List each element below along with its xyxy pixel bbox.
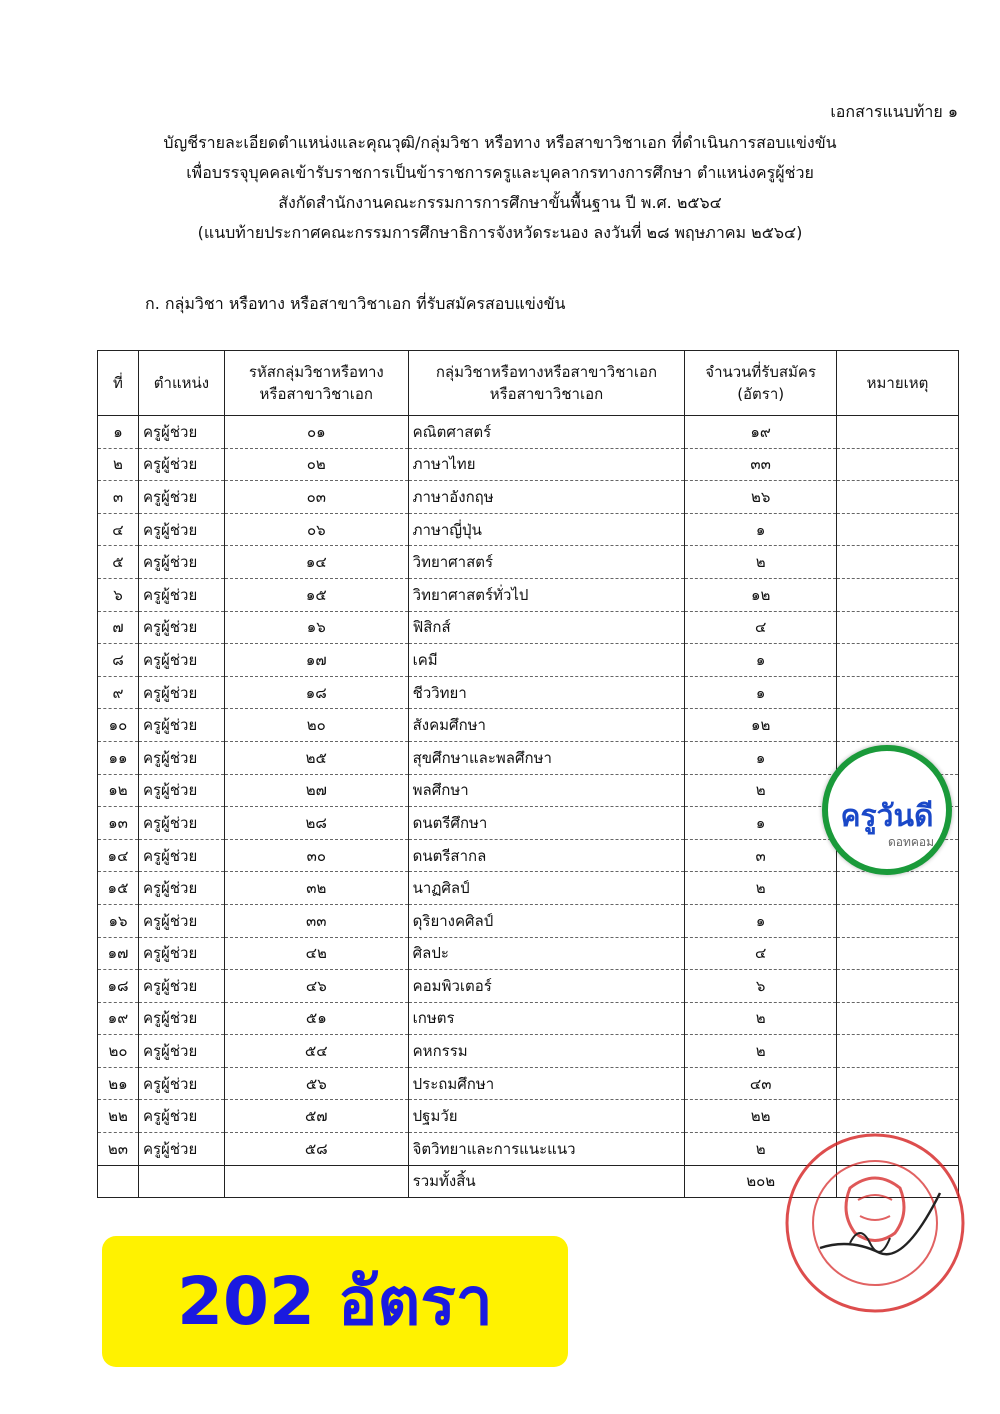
header-line-4: (แนบท้ายประกาศคณะกรรมการศึกษาธิการจังหวัดระนอง ลงวันที่ ๒๘ พฤษภาคม ๒๕๖๔): [197, 223, 803, 242]
cell-code: ๐๖: [224, 513, 408, 546]
cell-no: ๖: [98, 578, 139, 611]
cell-remark: [837, 872, 959, 905]
cell-remark: [837, 1035, 959, 1068]
cell-count: ๒: [685, 546, 837, 579]
cell-position: ครูผู้ช่วย: [138, 872, 224, 905]
cell-position: ครูผู้ช่วย: [138, 741, 224, 774]
cell-group: สุขศึกษาและพลศึกษา: [408, 741, 685, 774]
cell-position: ครูผู้ช่วย: [138, 1133, 224, 1166]
cell-position: ครูผู้ช่วย: [138, 611, 224, 644]
cell-position: ครูผู้ช่วย: [138, 481, 224, 514]
cell-position: ครูผู้ช่วย: [138, 1100, 224, 1133]
cell-position: ครูผู้ช่วย: [138, 839, 224, 872]
attachment-label: เอกสารแนบท้าย ๑: [830, 102, 958, 121]
header-code-line-2: หรือสาขาวิชาเอก: [259, 385, 373, 403]
table-row: [98, 611, 959, 644]
cell-no: ๑๑: [98, 741, 139, 774]
cell-group: สังคมศึกษา: [408, 709, 685, 742]
cell-code: ๑๘: [224, 676, 408, 709]
cell-count: ๑๒: [685, 578, 837, 611]
cell-count: ๔: [685, 937, 837, 970]
cell-code: ๒๕: [224, 741, 408, 774]
header-no: ที่: [98, 351, 139, 416]
table-row: [98, 448, 959, 481]
document-header: [0, 128, 1000, 248]
table-row: [98, 644, 959, 677]
cell-no: ๒๓: [98, 1133, 139, 1166]
official-seal-stamp: [780, 1128, 970, 1318]
cell-group: ปฐมวัย: [408, 1100, 685, 1133]
table-row: [98, 1002, 959, 1035]
cell-group: ฟิสิกส์: [408, 611, 685, 644]
cell-group: คอมพิวเตอร์: [408, 970, 685, 1003]
cell-remark: [837, 676, 959, 709]
cell-code: ๔๖: [224, 970, 408, 1003]
cell-position: ครูผู้ช่วย: [138, 676, 224, 709]
kruwandee-logo: [822, 745, 952, 875]
cell-group: ชีววิทยา: [408, 676, 685, 709]
cell-remark: [837, 709, 959, 742]
total-value: ๒๐๒: [685, 1165, 837, 1198]
cell-count: ๔: [685, 611, 837, 644]
badge-text: 202 อัตรา: [177, 1263, 493, 1340]
header-line-2: เพื่อบรรจุบุคคลเข้ารับราชการเป็นข้าราชการครูและบุคลากรทางการศึกษา ตำแหน่งครูผู้ช่วย: [186, 163, 814, 182]
header-line-3: สังกัดสำนักงานคณะกรรมการการศึกษาขั้นพื้นฐาน ปี พ.ศ. ๒๕๖๔: [278, 193, 722, 212]
cell-position: ครูผู้ช่วย: [138, 807, 224, 840]
cell-count: ๖: [685, 970, 837, 1003]
cell-code: ๐๓: [224, 481, 408, 514]
header-count-line-2: (อัตรา): [737, 385, 785, 403]
cell-group: วิทยาศาสตร์: [408, 546, 685, 579]
cell-group: ดนตรีสากล: [408, 839, 685, 872]
cell-no: ๒๒: [98, 1100, 139, 1133]
cell-position: ครูผู้ช่วย: [138, 416, 224, 449]
cell-position: ครูผู้ช่วย: [138, 709, 224, 742]
cell-group: ภาษาญี่ปุ่น: [408, 513, 685, 546]
cell-no: ๗: [98, 611, 139, 644]
cell-group: คณิตศาสตร์: [408, 416, 685, 449]
cell-no: ๑๓: [98, 807, 139, 840]
cell-count: ๑: [685, 644, 837, 677]
cell-code: ๕๖: [224, 1067, 408, 1100]
cell-code: ๕๔: [224, 1035, 408, 1068]
cell-position: ครูผู้ช่วย: [138, 937, 224, 970]
cell-position: ครูผู้ช่วย: [138, 1035, 224, 1068]
cell-group: เคมี: [408, 644, 685, 677]
table-row: [98, 904, 959, 937]
cell-empty: [224, 1165, 408, 1198]
logo-sub-text: ดอทคอม: [887, 835, 934, 849]
table-row: [98, 970, 959, 1003]
table-row: [98, 578, 959, 611]
cell-no: ๑๘: [98, 970, 139, 1003]
cell-remark: [837, 611, 959, 644]
table-header-row: [98, 351, 959, 416]
cell-position: ครูผู้ช่วย: [138, 1002, 224, 1035]
cell-position: ครูผู้ช่วย: [138, 970, 224, 1003]
cell-remark: [837, 970, 959, 1003]
header-group-line-1: กลุ่มวิชาหรือทางหรือสาขาวิชาเอก: [435, 363, 658, 381]
table-row: [98, 1067, 959, 1100]
cell-group: พลศึกษา: [408, 774, 685, 807]
cell-code: ๒๐: [224, 709, 408, 742]
cell-remark: [837, 513, 959, 546]
cell-no: ๙: [98, 676, 139, 709]
cell-position: ครูผู้ช่วย: [138, 513, 224, 546]
header-line-1: บัญชีรายละเอียดตำแหน่งและคุณวุฒิ/กลุ่มวิชา หรือทาง หรือสาขาวิชาเอก ที่ดำเนินการสอบแข่งขัน: [163, 133, 837, 152]
cell-position: ครูผู้ช่วย: [138, 904, 224, 937]
cell-count: ๓: [685, 839, 837, 872]
cell-group: จิตวิทยาและการแนะแนว: [408, 1133, 685, 1166]
cell-group: วิทยาศาสตร์ทั่วไป: [408, 578, 685, 611]
cell-code: ๐๑: [224, 416, 408, 449]
cell-position: ครูผู้ช่วย: [138, 448, 224, 481]
logo-main-text: ครูวันดี: [840, 799, 934, 834]
cell-code: ๓๓: [224, 904, 408, 937]
cell-code: ๕๗: [224, 1100, 408, 1133]
cell-count: ๒: [685, 1035, 837, 1068]
cell-count: ๒๖: [685, 481, 837, 514]
cell-no: ๒๑: [98, 1067, 139, 1100]
cell-group: ประถมศึกษา: [408, 1067, 685, 1100]
cell-no: ๑: [98, 416, 139, 449]
header-count: [685, 351, 837, 416]
cell-position: ครูผู้ช่วย: [138, 774, 224, 807]
table-row: [98, 416, 959, 449]
cell-remark: [837, 481, 959, 514]
header-position: ตำแหน่ง: [138, 351, 224, 416]
header-code-line-1: รหัสกลุ่มวิชาหรือทาง: [248, 363, 384, 381]
cell-code: ๓๒: [224, 872, 408, 905]
cell-code: ๓๐: [224, 839, 408, 872]
cell-code: ๒๘: [224, 807, 408, 840]
cell-group: นาฏศิลป์: [408, 872, 685, 905]
header-group-line-2: หรือสาขาวิชาเอก: [489, 385, 604, 403]
table-row: [98, 839, 959, 872]
cell-count: ๒: [685, 1133, 837, 1166]
cell-no: ๒: [98, 448, 139, 481]
cell-count: ๓๓: [685, 448, 837, 481]
cell-code: ๑๕: [224, 578, 408, 611]
cell-count: ๑๒: [685, 709, 837, 742]
cell-count: ๒: [685, 872, 837, 905]
cell-count: ๑: [685, 676, 837, 709]
cell-group: ศิลปะ: [408, 937, 685, 970]
header-count-line-1: จำนวนที่รับสมัคร: [705, 363, 817, 381]
cell-group: ภาษาอังกฤษ: [408, 481, 685, 514]
cell-group: ดุริยางคศิลป์: [408, 904, 685, 937]
cell-group: ดนตรีศึกษา: [408, 807, 685, 840]
table-row: [98, 741, 959, 774]
total-label: รวมทั้งสิ้น: [408, 1165, 685, 1198]
cell-remark: [837, 644, 959, 677]
cell-no: ๒๐: [98, 1035, 139, 1068]
header-code: [224, 351, 408, 416]
cell-remark: [837, 416, 959, 449]
cell-code: ๒๗: [224, 774, 408, 807]
table-row: [98, 676, 959, 709]
cell-group: ภาษาไทย: [408, 448, 685, 481]
cell-code: ๐๒: [224, 448, 408, 481]
cell-count: ๑: [685, 904, 837, 937]
cell-empty: [138, 1165, 224, 1198]
table-row: [98, 937, 959, 970]
cell-position: ครูผู้ช่วย: [138, 644, 224, 677]
cell-no: ๑๕: [98, 872, 139, 905]
cell-code: ๑๖: [224, 611, 408, 644]
cell-no: ๘: [98, 644, 139, 677]
cell-code: ๕๑: [224, 1002, 408, 1035]
cell-code: ๕๘: [224, 1133, 408, 1166]
cell-remark: [837, 448, 959, 481]
cell-code: ๑๗: [224, 644, 408, 677]
cell-count: ๒: [685, 1002, 837, 1035]
cell-group: คหกรรม: [408, 1035, 685, 1068]
table-row: [98, 1035, 959, 1068]
table-row: [98, 546, 959, 579]
table-row: [98, 872, 959, 905]
cell-group: เกษตร: [408, 1002, 685, 1035]
cell-position: ครูผู้ช่วย: [138, 1067, 224, 1100]
cell-remark: [837, 904, 959, 937]
table-row: [98, 481, 959, 514]
cell-code: ๑๔: [224, 546, 408, 579]
cell-position: ครูผู้ช่วย: [138, 546, 224, 579]
cell-no: ๔: [98, 513, 139, 546]
table-row: [98, 513, 959, 546]
section-title: ก. กลุ่มวิชา หรือทาง หรือสาขาวิชาเอก ที่รับสมัครสอบแข่งขัน: [145, 294, 566, 313]
cell-no: ๑๙: [98, 1002, 139, 1035]
cell-remark: [837, 546, 959, 579]
cell-remark: [837, 1002, 959, 1035]
cell-count: ๑: [685, 513, 837, 546]
cell-count: ๔๓: [685, 1067, 837, 1100]
cell-empty: [98, 1165, 139, 1198]
cell-count: ๒๒: [685, 1100, 837, 1133]
cell-remark: [837, 937, 959, 970]
cell-count: ๒: [685, 774, 837, 807]
cell-count: ๑: [685, 741, 837, 774]
cell-no: ๑๗: [98, 937, 139, 970]
header-remark: หมายเหตุ: [837, 351, 959, 416]
cell-count: ๑๙: [685, 416, 837, 449]
cell-no: ๑๒: [98, 774, 139, 807]
cell-no: ๕: [98, 546, 139, 579]
cell-no: ๓: [98, 481, 139, 514]
total-positions-badge: [102, 1236, 568, 1367]
cell-no: ๑๐: [98, 709, 139, 742]
cell-position: ครูผู้ช่วย: [138, 578, 224, 611]
cell-count: ๑: [685, 807, 837, 840]
cell-remark: [837, 1067, 959, 1100]
cell-remark: [837, 578, 959, 611]
positions-table: [97, 350, 959, 1198]
cell-no: ๑๖: [98, 904, 139, 937]
cell-code: ๔๒: [224, 937, 408, 970]
cell-no: ๑๔: [98, 839, 139, 872]
header-group: [408, 351, 685, 416]
table-row: [98, 709, 959, 742]
